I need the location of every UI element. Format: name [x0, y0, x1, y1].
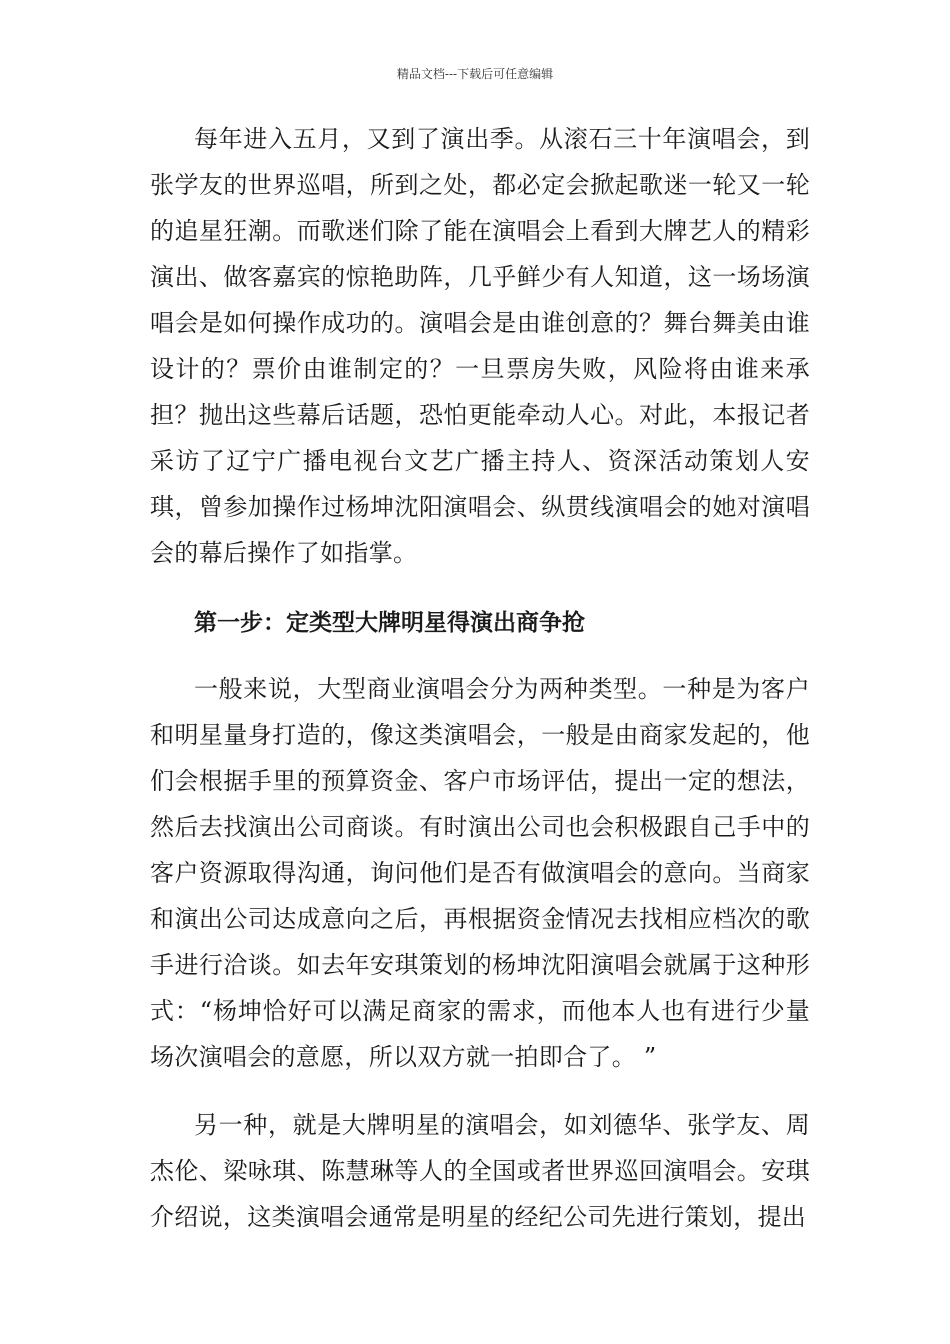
page-header: 精品文档---下载后可任意编辑 [396, 67, 554, 81]
paragraph-intro: 每年进入五月，又到了演出季。从滚石三十年演唱会，到张学友的世界巡唱，所到之处，都必定会掀起歌迷一轮又一轮的追星狂潮。而歌迷们除了能在演唱会上看到大牌艺人的精彩演出、做客嘉宾的惊艳助阵，几乎鲜少有人知道，这一场场演唱会是如何操作成功的。演唱会是由谁创意的？舞台舞美由谁设计的？票价由谁制定的？一旦票房失败，风险将由谁来承担？抛出这些幕后话题，恐怕更能牵动人心。对此，本报记者采访了辽宁广播电视台文艺广播主持人、资深活动策划人安琪，曾参加操作过杨坤沈阳演唱会、纵贯线演唱会的她对演唱会的幕后操作了如指掌。 [150, 125, 810, 567]
document-body [150, 116, 810, 1240]
paragraph-big-star-concerts: 另一种，就是大牌明星的演唱会，如刘德华、张学友、周杰伦、梁咏琪、陈慧琳等人的全国或者世界巡回演唱会。安琪介绍说，这类演唱会通常是明星的经纪公司先进行策划，提出 [150, 1111, 810, 1231]
section-heading-step-1: 第一步：定类型大牌明星得演出商争抢 [194, 610, 585, 636]
paragraph-concert-types: 一般来说，大型商业演唱会分为两种类型。一种是为客户和明星量身打造的，像这类演唱会，一般是由商家发起的，他们会根据手里的预算资金、客户市场评估，提出一定的想法，然后去找演出公司商谈。有时演出公司也会积极跟自己手中的客户资源取得沟通，询问他们是否有做演唱会的意向。当商家和演出公司达成意向之后，再根据资金情况去找相应档次的歌手进行洽谈。如去年安琪策划的杨坤沈阳演唱会就属于这种形式：“杨坤恰好可以满足商家的需求，而他本人也有进行少量场次演唱会的意愿，所以双方就一拍即合了。 ” [150, 675, 810, 1071]
